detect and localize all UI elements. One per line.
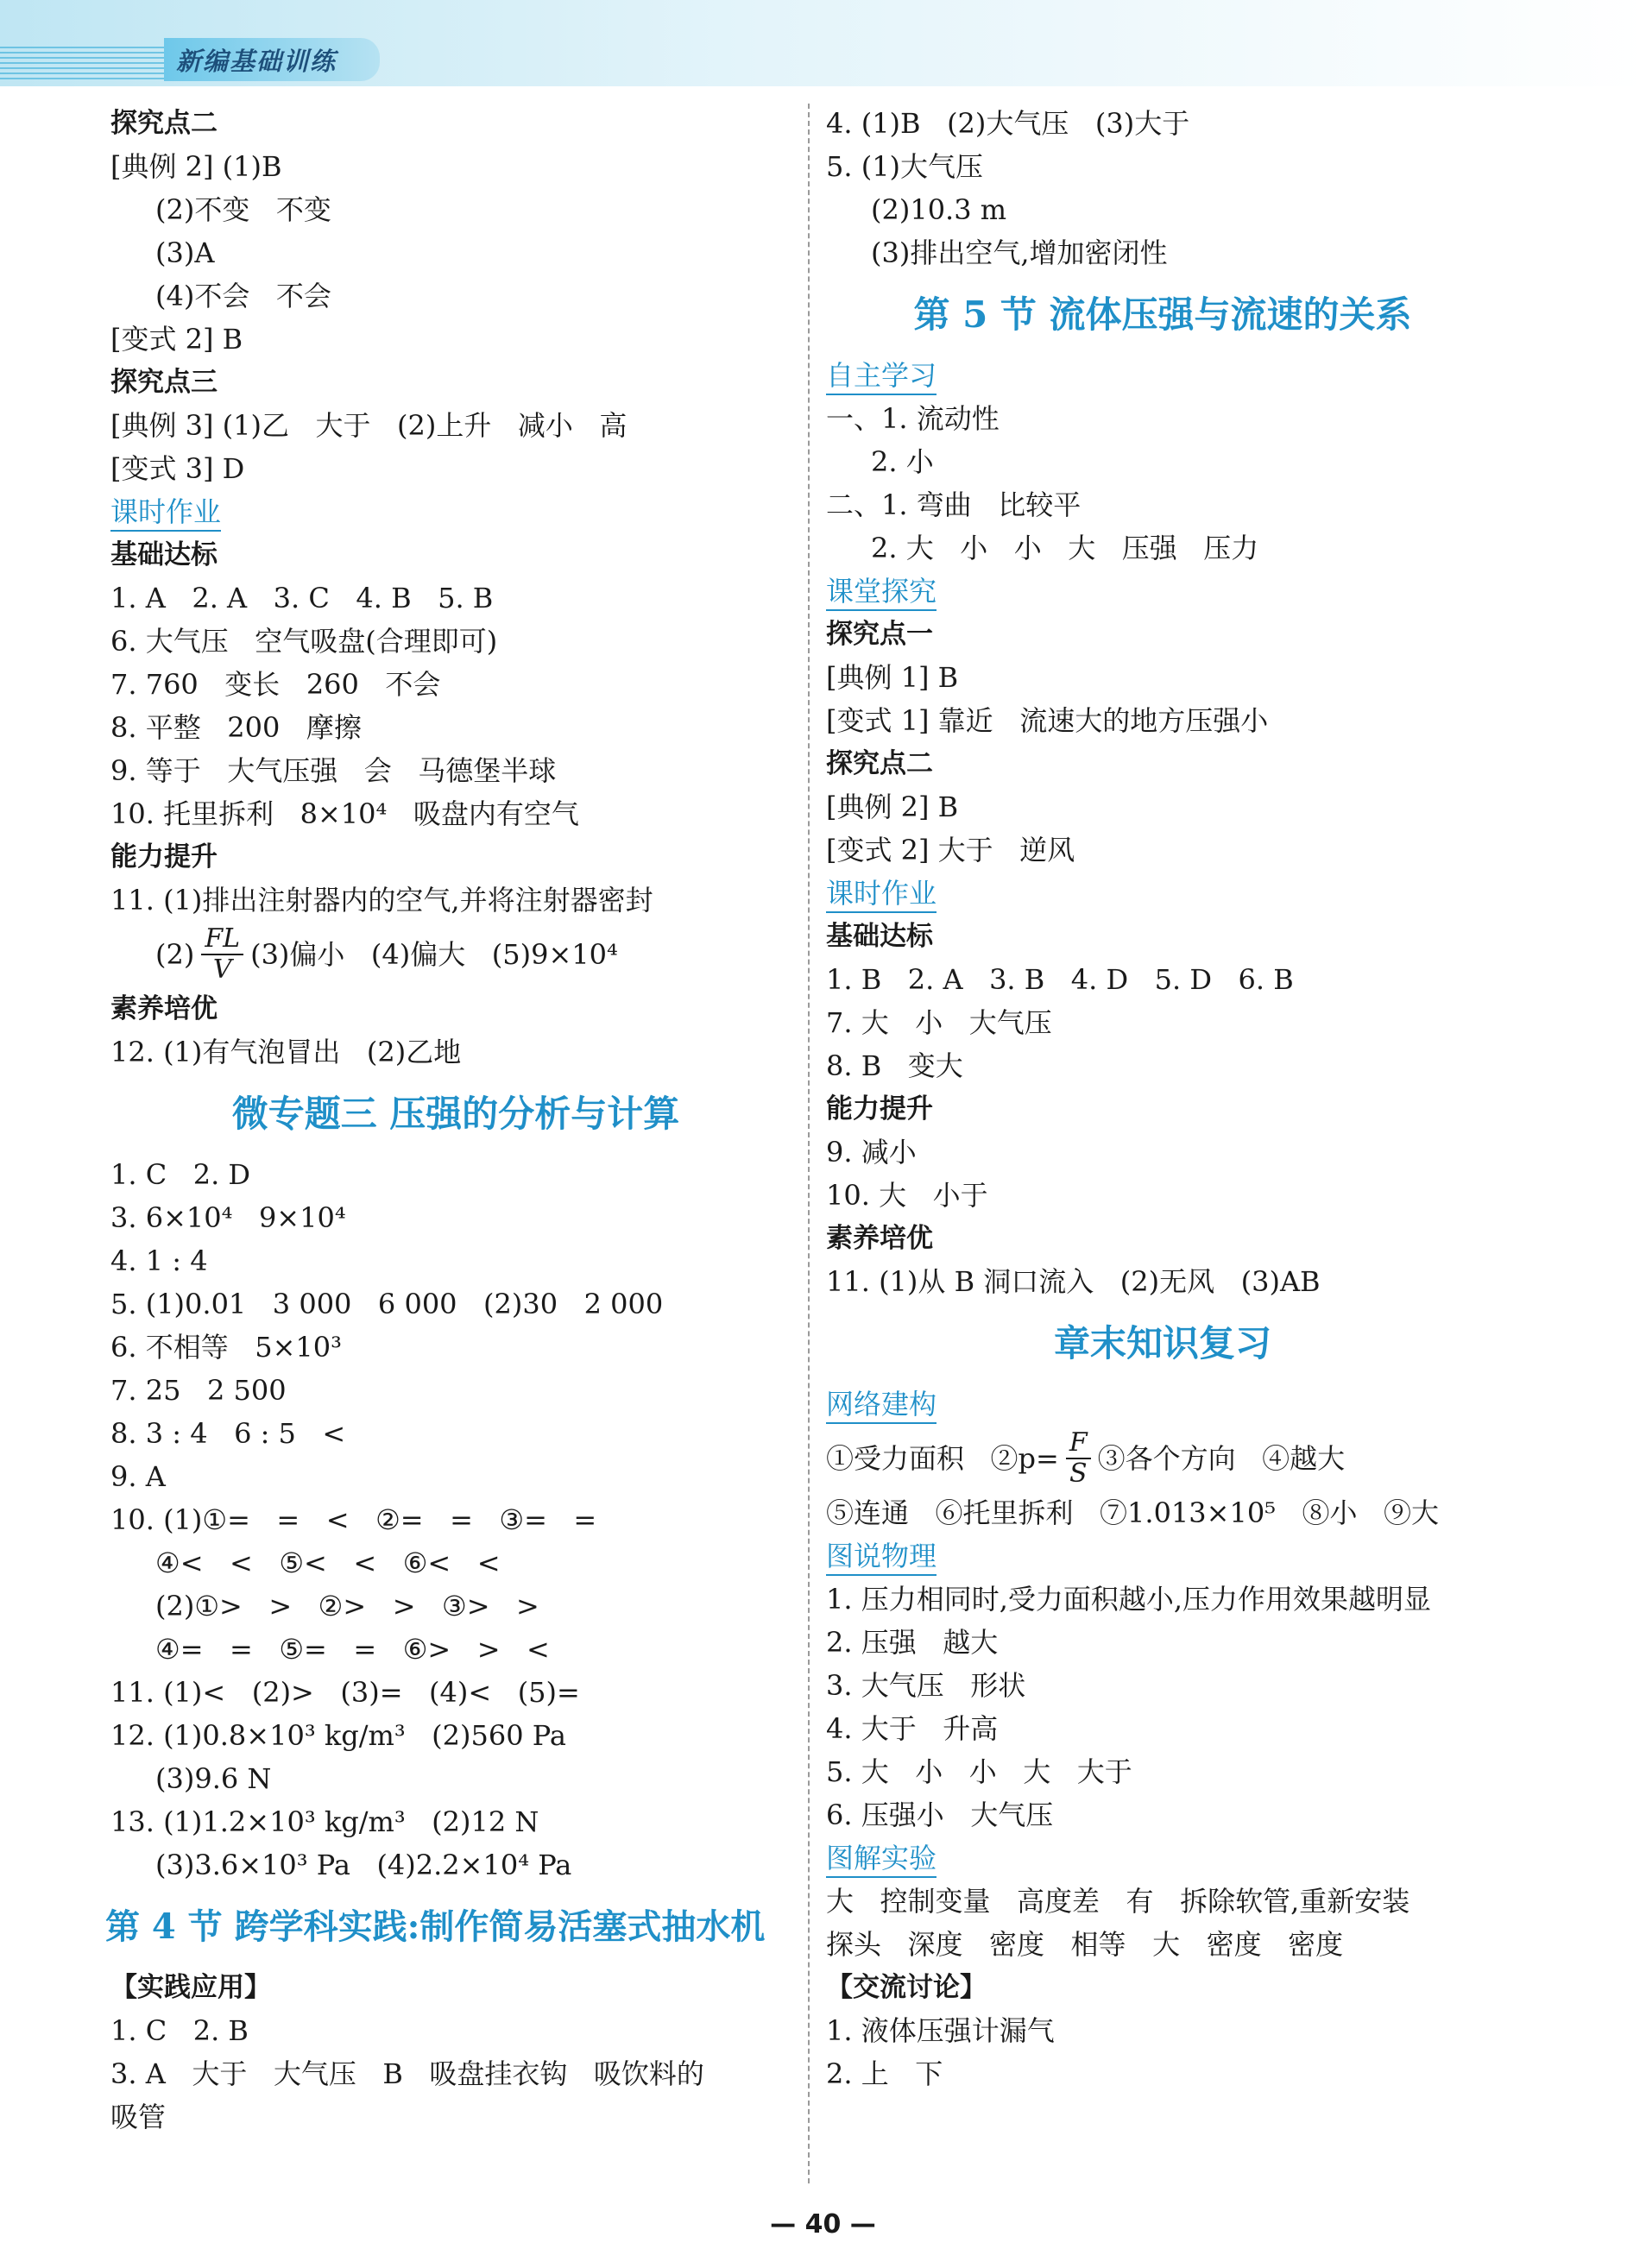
text-line: 3. A 大于 大气压 B 吸盘挂衣钩 吸饮料的	[110, 2057, 704, 2090]
text-line: (3)3.6×10³ Pa (4)2.2×10⁴ Pa	[155, 1849, 572, 1881]
fraction-numerator: FL	[201, 924, 243, 955]
text-line: 9. 等于 大气压强 会 马德堡半球	[110, 754, 557, 787]
left-block-1	[110, 102, 801, 490]
fraction-numerator: F	[1066, 1428, 1091, 1459]
text-line: 探究点二	[110, 108, 218, 139]
frac-suffix: ③各个方向 ④越大	[1097, 1442, 1346, 1475]
frac-prefix: ①受力面积 ②p=	[826, 1442, 1059, 1475]
text-line: 3. 6×10⁴ 9×10⁴	[110, 1201, 346, 1234]
text-line: 11. (1)从 B 洞口流入 (2)无风 (3)AB	[826, 1265, 1321, 1298]
left-block-5	[110, 1966, 801, 2139]
fraction-denominator: S	[1069, 1458, 1088, 1489]
text-line: 8. 平整 200 摩擦	[110, 711, 362, 744]
section-label: 网络建构	[826, 1388, 937, 1424]
text-line: 4. (1)B (2)大气压 (3)大于	[826, 107, 1190, 140]
text-line: 3. 大气压 形状	[826, 1669, 1026, 1702]
text-line: 能力提升	[110, 841, 218, 873]
text-line: (2)10.3 m	[871, 193, 1007, 226]
text-line: [典例 1] B	[826, 661, 959, 694]
text-line: 素养培优	[110, 993, 218, 1024]
text-line: 1. 压力相同时,受力面积越小,压力作用效果越明显	[826, 1583, 1432, 1616]
chapter-title-section4: 第 4 节 跨学科实践:制作简易活塞式抽水机	[105, 1906, 766, 1947]
text-line: 12. (1)0.8×10³ kg/m³ (2)560 Pa	[110, 1719, 566, 1752]
text-line: 4. 大于 升高	[826, 1712, 999, 1745]
text-line: 2. 小	[871, 445, 934, 478]
text-line: 素养培优	[826, 1223, 933, 1254]
frac-suffix: (3)偏小 (4)偏大 (5)9×10⁴	[250, 938, 618, 971]
right-column	[826, 102, 1499, 2095]
text-line: 4. 1 : 4	[110, 1244, 208, 1277]
text-line: 10. 托里拆利 8×10⁴ 吸盘内有空气	[110, 797, 579, 830]
text-line: (4)不会 不会	[155, 280, 331, 312]
section-label: 课时作业	[826, 877, 937, 913]
left-block-4	[110, 1153, 801, 1887]
text-line: 7. 大 小 大气压	[826, 1006, 1052, 1039]
text-line: [典例 2] (1)B	[110, 150, 282, 183]
text-line: 吸管	[110, 2101, 167, 2133]
right-block-3	[826, 613, 1499, 872]
section-label: 课时作业	[110, 495, 221, 532]
text-line: 8. 3 : 4 6 : 5 <	[110, 1417, 346, 1450]
chapter-title-special: 微专题三 压强的分析与计算	[231, 1093, 680, 1135]
text-line: 一、1. 流动性	[826, 402, 1000, 435]
section-homework-left	[110, 490, 801, 533]
text-line: [典例 2] B	[826, 791, 959, 823]
text-line: [变式 2] 大于 逆风	[826, 834, 1075, 866]
section-label: 自主学习	[826, 359, 937, 395]
text-line: 【交流讨论】	[826, 1972, 987, 2003]
section-label: 图说物理	[826, 1540, 937, 1576]
text-line: 2. 压强 越大	[826, 1626, 999, 1659]
header-stripe	[0, 47, 164, 79]
right-block-5	[826, 1578, 1499, 1836]
fraction	[201, 924, 243, 985]
text-line: 基础达标	[826, 921, 933, 952]
text-line: (3)排出空气,增加密闭性	[871, 236, 1168, 269]
text-line: 5. 大 小 小 大 大于	[826, 1755, 1132, 1788]
fraction-line	[110, 922, 801, 987]
right-block-6	[826, 1880, 1499, 2095]
column-divider	[808, 104, 810, 2183]
text-line: 1. A 2. A 3. C 4. B 5. B	[110, 582, 494, 614]
text-line: 9. 减小	[826, 1136, 917, 1169]
text-line: 探究点三	[110, 367, 218, 398]
text-line: 10. 大 小于	[826, 1179, 988, 1212]
left-column	[105, 102, 801, 2139]
text-line: [变式 1] 靠近 流速大的地方压强小	[826, 704, 1269, 737]
left-block-2	[110, 533, 801, 922]
text-line: 1. 液体压强计漏气	[826, 2014, 1055, 2047]
text-line: 10. (1)①= = < ②= = ③= =	[110, 1503, 597, 1536]
text-line: 【实践应用】	[110, 1972, 271, 2003]
text-line: 8. B 变大	[826, 1049, 963, 1082]
section-class-explore	[826, 570, 1499, 613]
text-line: 大 控制变量 高度差 有 拆除软管,重新安装	[826, 1885, 1410, 1918]
left-block-3	[110, 987, 801, 1074]
section-experiment	[826, 1836, 1499, 1880]
chapter-title-review: 章末知识复习	[1053, 1322, 1271, 1364]
text-line: (2)①> > ②> > ③> >	[155, 1590, 539, 1622]
frac-prefix: (2)	[155, 938, 195, 971]
text-line: ④< < ⑤< < ⑥< <	[155, 1547, 501, 1579]
text-line: 1. B 2. A 3. B 4. D 5. D 6. B	[826, 963, 1294, 996]
text-line: 11. (1)排出注射器内的空气,并将注射器密封	[110, 884, 653, 917]
text-line: 2. 大 小 小 大 压强 压力	[871, 532, 1259, 564]
text-line: 11. (1)< (2)> (3)= (4)< (5)=	[110, 1676, 580, 1709]
text-line: 1. C 2. B	[110, 2014, 249, 2047]
right-block-1	[826, 102, 1499, 274]
text-line: 7. 760 变长 260 不会	[110, 668, 441, 701]
text-line: 12. (1)有气泡冒出 (2)乙地	[110, 1036, 462, 1068]
text-line: 能力提升	[826, 1093, 933, 1125]
section-label: 图解实验	[826, 1842, 937, 1878]
text-line: ④= = ⑤= = ⑥> > <	[155, 1633, 550, 1666]
text-line: (2)不变 不变	[155, 193, 331, 226]
text-line: [变式 3] D	[110, 452, 245, 485]
text-line: 探究点二	[826, 748, 933, 779]
text-line: 1. C 2. D	[110, 1158, 251, 1191]
fraction	[1066, 1428, 1091, 1489]
fraction-denominator: V	[212, 954, 232, 985]
network-fraction-line	[826, 1426, 1499, 1491]
text-line: 探头 深度 密度 相等 大 密度 密度	[826, 1928, 1344, 1961]
text-line: 基础达标	[110, 539, 218, 570]
page-number: — 40 —	[770, 2209, 876, 2240]
section-self-study	[826, 354, 1499, 397]
text-line: 5. (1)0.01 3 000 6 000 (2)30 2 000	[110, 1288, 664, 1320]
text-line: (3)9.6 N	[155, 1762, 272, 1795]
text-line: [典例 3] (1)乙 大于 (2)上升 减小 高	[110, 409, 627, 442]
text-line: 6. 压强小 大气压	[826, 1799, 1054, 1831]
text-line: 6. 不相等 5×10³	[110, 1331, 342, 1364]
text-line: 6. 大气压 空气吸盘(合理即可)	[110, 625, 498, 658]
section-homework-right	[826, 872, 1499, 915]
right-block-2	[826, 397, 1499, 570]
text-line: 7. 25 2 500	[110, 1374, 287, 1407]
text-line: 二、1. 弯曲 比较平	[826, 488, 1082, 521]
text-line: 探究点一	[826, 619, 933, 650]
section-network	[826, 1383, 1499, 1426]
text-line: 9. A	[110, 1460, 166, 1493]
network-line-2: ⑤连通 ⑥托里拆利 ⑦1.013×10⁵ ⑧小 ⑨大	[826, 1496, 1440, 1529]
text-line: 5. (1)大气压	[826, 150, 984, 183]
text-line: [变式 2] B	[110, 323, 243, 356]
text-line: 13. (1)1.2×10³ kg/m³ (2)12 N	[110, 1805, 539, 1838]
section-label: 课堂探究	[826, 575, 937, 611]
text-line: (3)A	[155, 236, 215, 269]
right-block-4	[826, 915, 1499, 1303]
header-tab	[164, 38, 380, 81]
book-title: 新编基础训练	[176, 46, 337, 76]
text-line: 2. 上 下	[826, 2057, 943, 2090]
chapter-title-section5: 第 5 节 流体压强与流速的关系	[913, 293, 1412, 336]
section-figure-physics	[826, 1534, 1499, 1578]
